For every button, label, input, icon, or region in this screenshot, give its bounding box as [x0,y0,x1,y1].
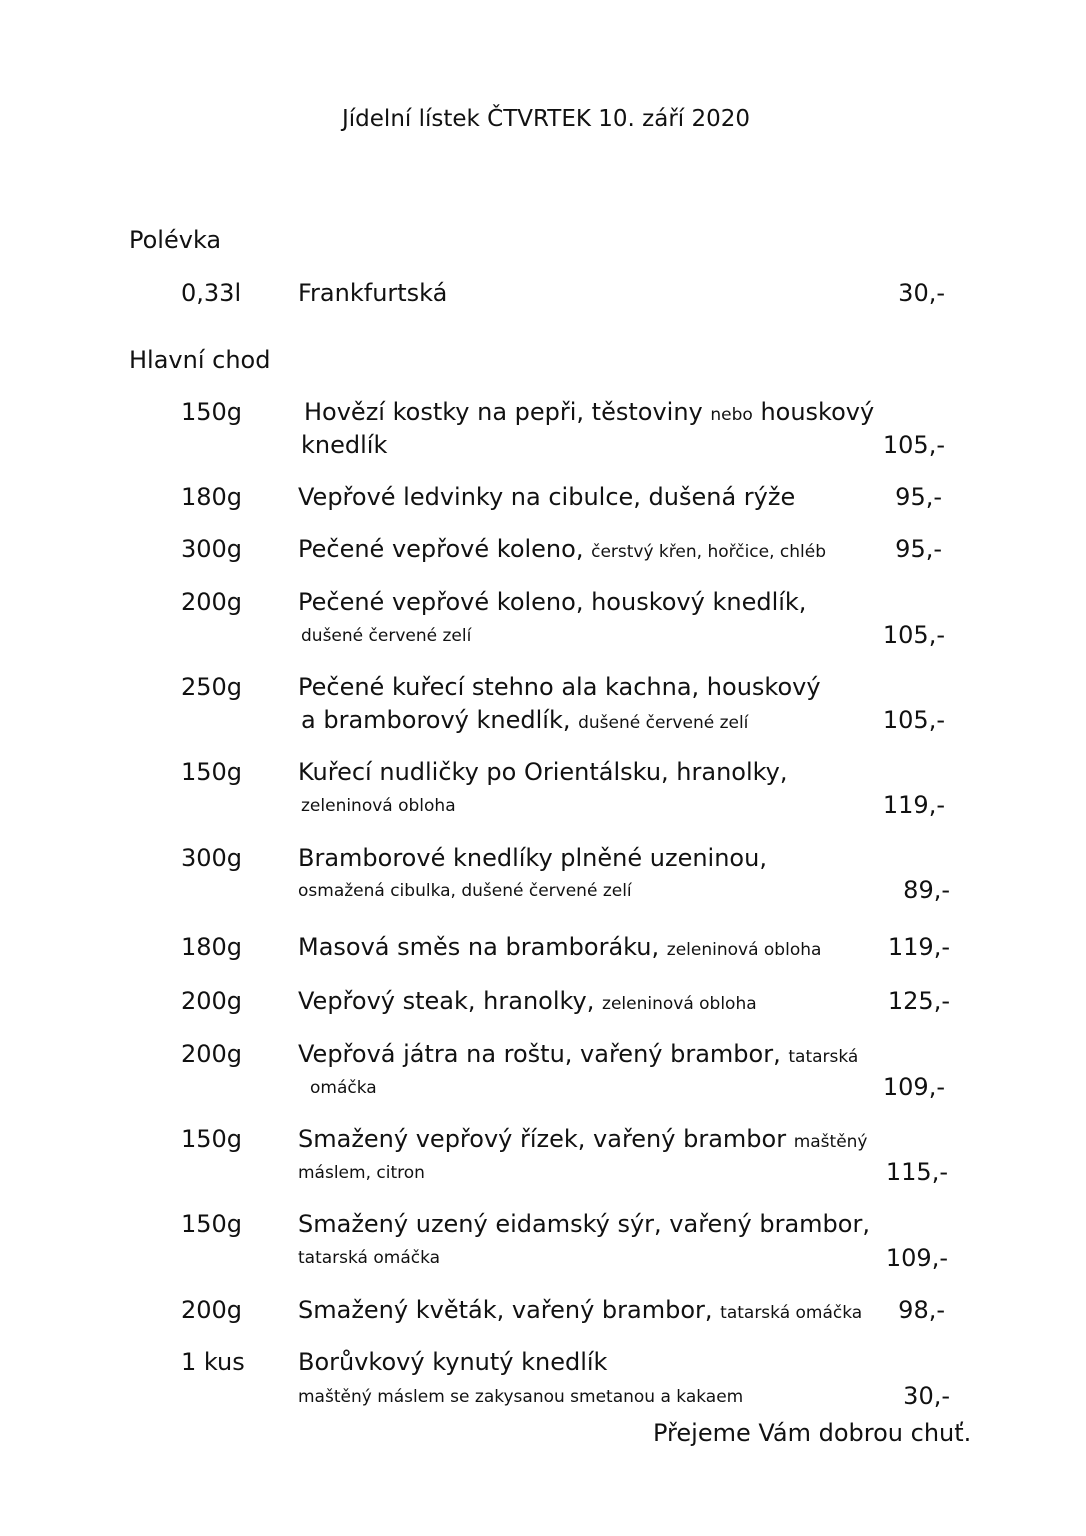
item-price: 95,- [895,535,942,563]
item-price: 105,- [882,431,945,459]
item-weight: 150g [181,1210,243,1238]
item-weight: 200g [181,987,243,1015]
item-line-2: dušené červené zelí [301,626,472,646]
item-price: 98,- [898,1296,945,1324]
item-line-2: a bramborový knedlík, dušené červené zelí [301,706,749,734]
item-weight: 180g [181,933,243,961]
item-line-2: knedlík [301,431,388,459]
page-title: Jídelní lístek ČTVRTEK 10. září 2020 [342,106,751,132]
item-line-1: Vepřová játra na roštu, vařený brambor, tatarská [298,1040,859,1068]
item-weight: 150g [181,398,243,426]
item-line-1: Pečené vepřové koleno, čerstvý křen, hořčice, chléb [298,535,827,563]
item-price: 109,- [882,1073,945,1101]
item-price: 115,- [885,1158,948,1186]
item-line-2: osmažená cibulka, dušené červené zelí [298,881,632,901]
item-line-2: máslem, citron [298,1163,425,1183]
item-line-2: maštěný máslem se zakysanou smetanou a kakaem [298,1387,744,1407]
item-line-2: tatarská omáčka [298,1248,441,1268]
item-weight: 200g [181,588,243,616]
item-line-2: omáčka [310,1078,377,1098]
item-price: 119,- [882,791,945,819]
item-weight: 1 kus [181,1348,245,1376]
footer-wish: Přejeme Vám dobrou chuť. [653,1419,972,1447]
section-heading-main: Hlavní chod [129,346,271,374]
item-price: 30,- [898,279,945,307]
item-price: 105,- [882,706,945,734]
item-price: 95,- [895,483,942,511]
section-heading-soup: Polévka [129,226,222,254]
item-line-1: Vepřové ledvinky na cibulce, dušená rýže [298,483,796,511]
item-weight: 200g [181,1040,243,1068]
item-line-1: Borůvkový kynutý knedlík [298,1348,608,1376]
item-name: Frankfurtská [298,279,448,307]
item-line-1: Smažený vepřový řízek, vařený brambor maštěný [298,1125,868,1153]
item-price: 125,- [887,987,950,1015]
item-price: 109,- [885,1244,948,1272]
item-weight: 250g [181,673,243,701]
item-line-1: Bramborové knedlíky plněné uzeninou, [298,844,767,872]
item-line-1: Smažený květák, vařený brambor, tatarská omáčka [298,1296,863,1324]
item-line-1: Hovězí kostky na pepři, těstoviny nebo houskový [304,398,875,426]
item-line-1: Kuřecí nudličky po Orientálsku, hranolky, [298,758,788,786]
item-line-1: Masová směs na bramboráku, zeleninová obloha [298,933,822,961]
item-weight: 0,33l [181,279,242,307]
item-line-1: Vepřový steak, hranolky, zeleninová obloha [298,987,757,1015]
item-line-1: Pečené kuřecí stehno ala kachna, houskový [298,673,821,701]
item-price: 119,- [887,933,950,961]
item-weight: 180g [181,483,243,511]
item-price: 30,- [903,1382,950,1410]
item-weight: 200g [181,1296,243,1324]
item-weight: 150g [181,1125,243,1153]
item-line-1: Pečené vepřové koleno, houskový knedlík, [298,588,807,616]
item-line-2: zeleninová obloha [301,796,456,816]
item-weight: 300g [181,844,243,872]
item-line-1: Smažený uzený eidamský sýr, vařený brambor, [298,1210,870,1238]
item-price: 89,- [903,876,950,904]
item-weight: 150g [181,758,243,786]
item-weight: 300g [181,535,243,563]
item-price: 105,- [882,621,945,649]
